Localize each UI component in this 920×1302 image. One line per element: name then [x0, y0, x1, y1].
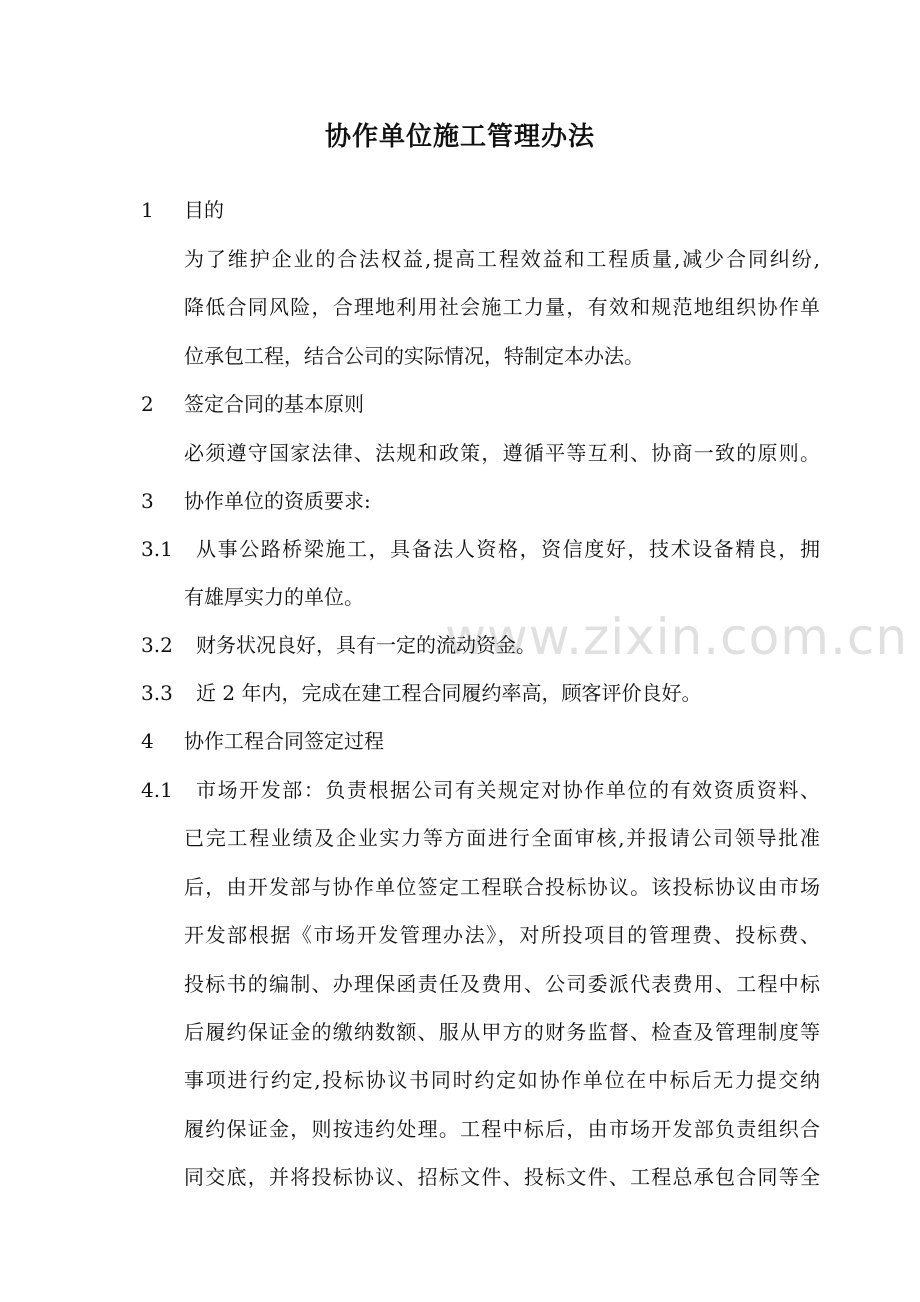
subsection-text: 近 2 年内，完成在建工程合同履约率高，顾客评价良好。	[196, 681, 702, 705]
paragraph-line: 为了维护企业的合法权益,提高工程效益和工程质量,减少合同纠纷,	[184, 247, 820, 271]
section-number: 3	[141, 489, 154, 513]
paragraph-line: 履约保证金，则按违约处理。工程中标后，由市场开发部负责组织合	[184, 1117, 820, 1141]
paragraph-line: 已完工程业绩及企业实力等方面进行全面审核,并报请公司领导批准	[184, 826, 820, 850]
subsection-number: 3.1	[141, 537, 173, 561]
paragraph-line: 同交底，并将投标协议、招标文件、投标文件、工程总承包合同等全	[184, 1165, 820, 1189]
page-title: 协作单位施工管理办法	[324, 122, 595, 152]
paragraph-line: 投标书的编制、办理保函责任及费用、公司委派代表费用、工程中标	[184, 972, 820, 996]
subsection-number: 3.2	[141, 633, 173, 657]
section-number: 2	[141, 392, 154, 416]
paragraph-line: 开发部根据《市场开发管理办法》，对所投项目的管理费、投标费、	[184, 923, 820, 947]
section-heading: 协作工程合同签定过程	[184, 729, 384, 753]
paragraph-line: 有雄厚实力的单位。	[184, 585, 364, 609]
paragraph-line: 后履约保证金的缴纳数额、服从甲方的财务监督、检查及管理制度等	[184, 1020, 820, 1044]
section-heading: 签定合同的基本原则	[184, 392, 364, 416]
section-number: 4	[141, 729, 154, 753]
watermark: www.zixin.com.cn	[445, 608, 909, 666]
paragraph-line: 事项进行约定,投标协议书同时约定如协作单位在中标后无力提交纳	[184, 1068, 820, 1092]
subsection-text: 从事公路桥梁施工，具备法人资格，资信度好，技术设备精良，拥	[196, 537, 820, 561]
paragraph-line: 降低合同风险，合理地利用社会施工力量，有效和规范地组织协作单	[184, 295, 820, 319]
paragraph-line: 必须遵守国家法律、法规和政策，遵循平等互利、协商一致的原则。	[184, 441, 820, 465]
section-number: 1	[141, 198, 154, 222]
paragraph-line: 位承包工程，结合公司的实际情况，特制定本办法。	[184, 344, 644, 368]
section-heading: 协作单位的资质要求:	[184, 489, 371, 513]
subsection-text: 财务状况良好，具有一定的流动资金。	[196, 633, 536, 657]
section-heading: 目的	[184, 198, 224, 222]
subsection-number: 4.1	[141, 778, 173, 802]
paragraph-line: 后，由开发部与协作单位签定工程联合投标协议。该投标协议由市场	[184, 875, 820, 899]
subsection-text: 市场开发部：负责根据公司有关规定对协作单位的有效资质资料、	[196, 778, 820, 802]
subsection-number: 3.3	[141, 681, 173, 705]
